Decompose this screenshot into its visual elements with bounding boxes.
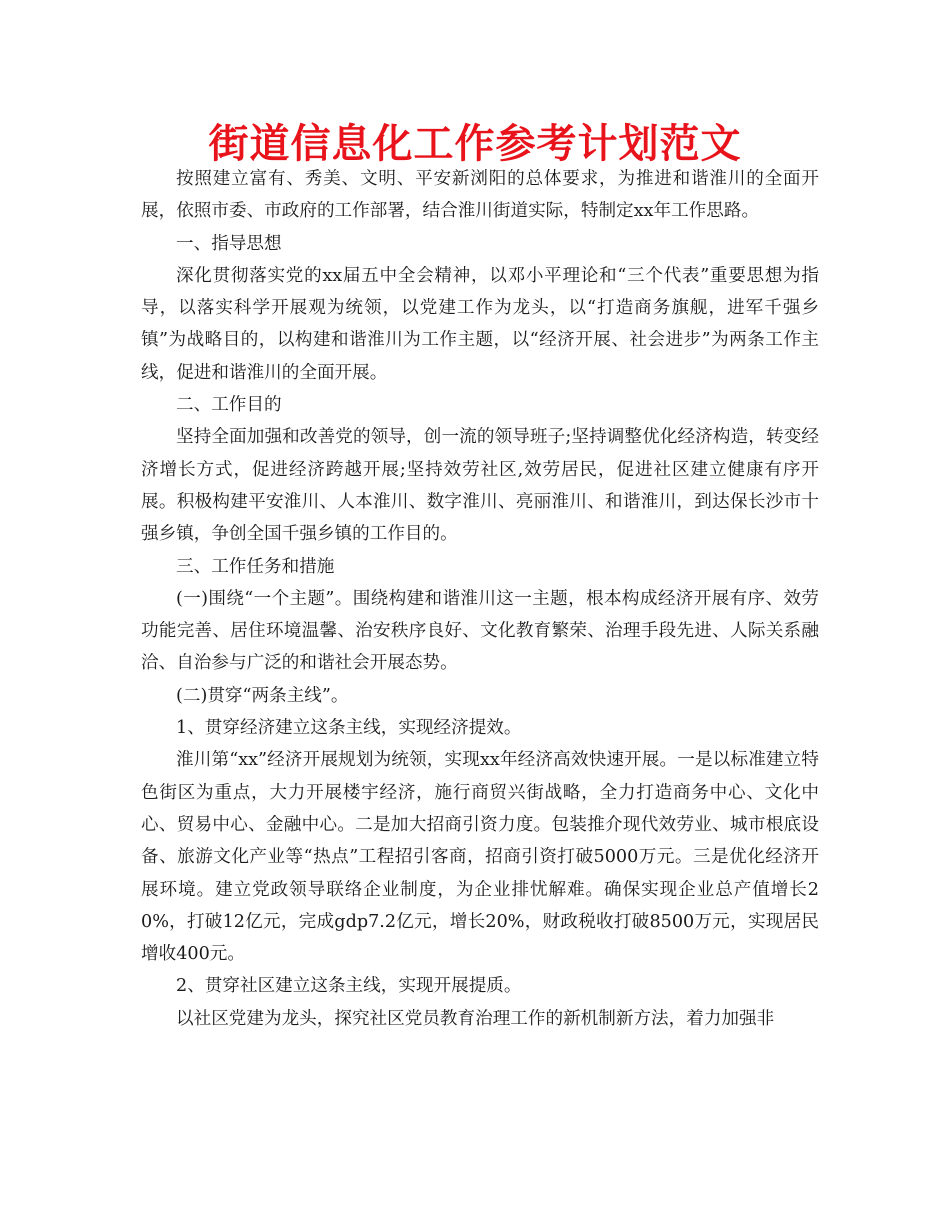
- section-heading-tasks-measures: 三、工作任务和措施: [176, 556, 335, 577]
- community-line-paragraph: 以社区党建为龙头，探究社区党员教育治理工作的新机制新方法，着力加强非: [176, 1008, 775, 1029]
- one-theme-paragraph: (一)围绕“一个主题”。围绕构建和谐淮川这一主题，根本构成经济开展有序、效劳功能完善、居住环境温馨、治安秩序良好、文化教育繁荣、治理手段先进、人际关系融洽、自治参与广泛的和谐社会开展态势。: [141, 588, 819, 674]
- section-heading-work-goals: 二、工作目的: [176, 395, 282, 416]
- intro-paragraph: 按照建立富有、秀美、文明、平安新浏阳的总体要求，为推进和谐淮川的全面开展，依照市委、市政府的工作部署，结合淮川街道实际，特制定xx年工作思路。: [141, 169, 819, 222]
- section-heading-guiding-thought: 一、指导思想: [176, 233, 282, 254]
- community-line-heading: 2、贯穿社区建立这条主线，实现开展提质。: [176, 976, 522, 997]
- two-main-lines-heading: (二)贯穿“两条主线”。: [176, 685, 349, 706]
- document-body: [141, 163, 819, 1035]
- economic-line-heading: 1、贯穿经济建立这条主线，实现经济提效。: [176, 718, 522, 739]
- document-title: 街道信息化工作参考计划范文: [208, 121, 742, 167]
- guiding-thought-paragraph: 深化贯彻落实党的xx届五中全会精神，以邓小平理论和“三个代表”重要思想为指导，以落实科学开展观为统领，以党建工作为龙头，以“打造商务旗舰，进军千强乡镇”为战略目的，以构建和谐淮川为工作主题，以“经济开展、社会进步”为两条工作主线，促进和谐淮川的全面开展。: [141, 265, 819, 383]
- economic-line-paragraph: 淮川第“xx”经济开展规划为统领，实现xx年经济高效快速开展。一是以标准建立特色街区为重点，大力开展楼宇经济，施行商贸兴街战略，全力打造商务中心、文化中心、贸易中心、金融中心。二是加大招商引资力度。包装推介现代效劳业、城市根底设备、旅游文化产业等“热点”工程招引客商，招商引资打破5000万元。三是优化经济开展环境。建立党政领导联络企业制度，为企业排忧解难。确保实现企业总产值增长20%，打破12亿元，完成gdp7.2亿元，增长20%，财政税收打破8500万元，实现居民增收400元。: [141, 750, 819, 965]
- work-goals-paragraph: 坚持全面加强和改善党的领导，创一流的领导班子;坚持调整优化经济构造，转变经济增长方式，促进经济跨越开展;坚持效劳社区,效劳居民，促进社区建立健康有序开展。积极构建平安淮川、人本淮川、数字淮川、亮丽淮川、和谐淮川，到达保长沙市十强乡镇，争创全国千强乡镇的工作目的。: [141, 427, 819, 545]
